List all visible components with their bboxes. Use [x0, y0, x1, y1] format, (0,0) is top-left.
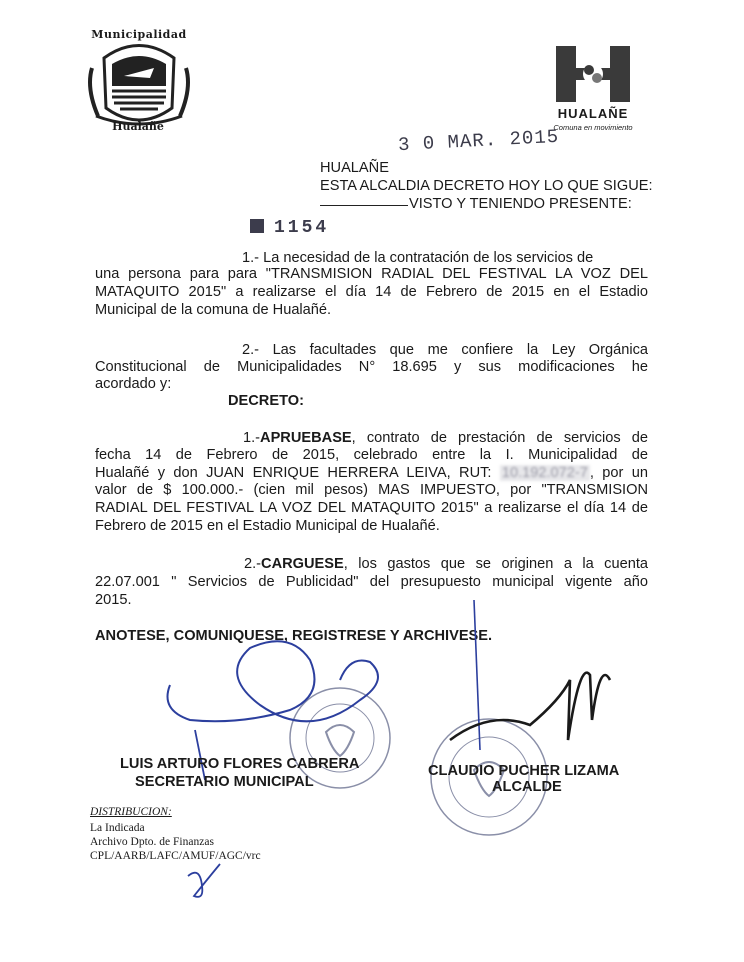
resolution-1-line-3-end: , por un: [589, 465, 648, 481]
resolution-1-line-5: RADIAL DEL FESTIVAL LA VOZ DEL MATAQUITO 2015" a realizarse el día 14 de: [95, 500, 648, 516]
resolution-2-number: 2.-: [244, 556, 262, 572]
crest-top-text: Municipalidad: [91, 28, 187, 41]
resolution-1-number: 1.-: [243, 430, 261, 446]
secretary-name: LUIS ARTURO FLORES CABRERA: [120, 756, 360, 772]
logo-name: HUALAÑE: [557, 106, 629, 121]
consideration-1-line-4: Municipal de la comuna de Hualañé.: [95, 302, 332, 318]
resolution-1-line-6: Febrero de 2015 en el Estadio Municipal de Hualañé.: [95, 518, 440, 534]
intro-line-2: [320, 196, 632, 214]
closing-formula: ANOTESE, COMUNIQUESE, REGISTRESE Y ARCHIVESE.: [95, 628, 493, 644]
logo-slogan: Comuna en movimiento: [553, 123, 633, 132]
underline-rule: [320, 205, 408, 206]
decreto-heading: DECRETO:: [228, 393, 304, 409]
resolution-2-line-1: [244, 556, 648, 574]
resolution-1-line-3-text: Hualañé y don JUAN ENRIQUE HERRERA LEIVA, RUT:: [95, 465, 492, 481]
consideration-2-line-2: Constitucional de Municipalidades N° 18.695 y sus modificaciones he: [95, 359, 648, 375]
redacted-rut: 10.192.072-7: [501, 465, 588, 481]
decree-number-value: 1154: [274, 218, 330, 238]
consideration-1-line-3: MATAQUITO 2015" a realizarse el día 14 de Febrero de 2015 en el Estadio: [95, 284, 648, 300]
distribution-line-2: Archivo Dpto. de Finanzas: [90, 836, 214, 848]
consideration-2-line-1: 2.- Las facultades que me confiere la Ley Orgánica: [242, 342, 648, 358]
consideration-1-line-1: 1.- La necesidad de la contratación de los servicios de: [242, 250, 594, 266]
secretary-title: SECRETARIO MUNICIPAL: [135, 774, 314, 790]
date-stamp: 3 0 MAR. 2015: [397, 125, 560, 157]
hualane-logo: [548, 44, 638, 104]
initials-mark: [180, 856, 240, 906]
resolution-2-line-2: 22.07.001 " Servicios de Publicidad" del presupuesto municipal vigente año: [95, 574, 648, 590]
place-name: HUALAÑE: [320, 160, 389, 176]
resolution-1-line-1: [243, 430, 648, 448]
intro-line-2-text: VISTO Y TENIENDO PRESENTE:: [409, 196, 632, 212]
distribution-title: DISTRIBUCION:: [90, 806, 172, 818]
resolution-1-line-4: valor de $ 100.000.- (cien mil pesos) MAS IMPUESTO, por "TRANSMISION: [95, 482, 648, 498]
resolution-2-keyword: CARGUESE: [261, 556, 344, 572]
mayor-name: CLAUDIO PUCHER LIZAMA: [428, 763, 620, 779]
stamp-mark: [250, 219, 264, 233]
resolution-2-line-3: 2015.: [95, 592, 132, 608]
consideration-1-line-2: una persona para para "TRANSMISION RADIAL DEL FESTIVAL LA VOZ DEL: [95, 266, 648, 282]
decree-number: [250, 218, 329, 238]
resolution-1-line-2: fecha 14 de Febrero de 2015, celebrado entre la I. Municipalidad de: [95, 447, 648, 463]
resolution-1-line-1-rest: , contrato de prestación de servicios de: [351, 430, 648, 446]
resolution-1-keyword: APRUEBASE: [260, 430, 352, 446]
resolution-2-line-1-rest: , los gastos que se originen a la cuenta: [343, 556, 648, 572]
intro-line-1: ESTA ALCALDIA DECRETO HOY LO QUE SIGUE:: [320, 178, 653, 194]
resolution-1-line-3: [95, 465, 648, 483]
distribution-line-1: La Indicada: [90, 822, 145, 834]
consideration-2-line-3: acordado y:: [95, 376, 172, 392]
crest-bottom-text: Hualañé: [112, 120, 164, 133]
distribution-line-3: CPL/AARB/LAFC/AMUF/AGC/vrc: [90, 850, 261, 862]
mayor-title: ALCALDE: [492, 779, 562, 795]
